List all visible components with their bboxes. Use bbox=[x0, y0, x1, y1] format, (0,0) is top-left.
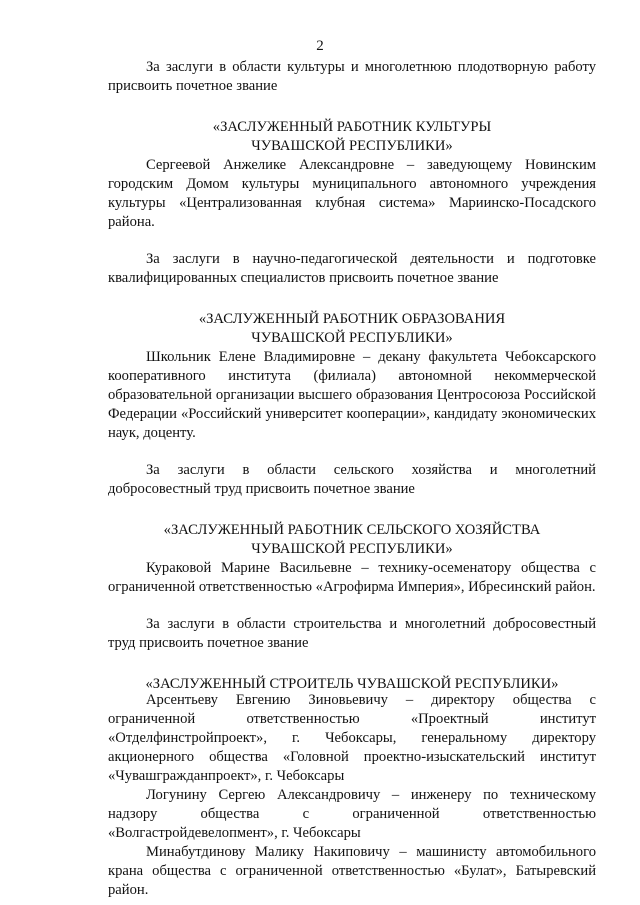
award-section-agriculture bbox=[108, 461, 596, 597]
awardee-entry: Логунину Сергею Александровичу – инженеру по техническому надзору общества с ограниченной ответственностью «Волгастройдевелопмент», г. Чебоксары bbox=[108, 787, 596, 841]
section-intro: За заслуги в области культуры и многолетнюю плодотворную работу присвоить почетное звание bbox=[108, 59, 596, 94]
award-title-line2: ЧУВАШСКОЙ РЕСПУБЛИКИ» bbox=[251, 138, 453, 154]
award-title-line1: «ЗАСЛУЖЕННЫЙ РАБОТНИК КУЛЬТУРЫ bbox=[212, 119, 492, 135]
document-body bbox=[108, 58, 596, 900]
section-intro: За заслуги в области сельского хозяйства и многолетний добросовестный труд присвоить почетное звание bbox=[108, 462, 596, 497]
award-title-line1: «ЗАСЛУЖЕННЫЙ РАБОТНИК СЕЛЬСКОГО ХОЗЯЙСТВА bbox=[163, 522, 541, 538]
award-title-line1: «ЗАСЛУЖЕННЫЙ РАБОТНИК ОБРАЗОВАНИЯ bbox=[198, 311, 506, 327]
awardee-entry: Минабутдинову Малику Накиповичу – машинисту автомобильного крана общества с ограниченной ответственностью «Булат», Батыревский район. bbox=[108, 844, 596, 898]
award-section-education bbox=[108, 250, 596, 443]
award-title bbox=[108, 310, 596, 348]
award-title bbox=[108, 521, 596, 559]
section-intro: За заслуги в области строительства и многолетний добросовестный труд присвоить почетное звание bbox=[108, 616, 596, 651]
page-number: 2 bbox=[316, 38, 324, 54]
award-title-line2: ЧУВАШСКОЙ РЕСПУБЛИКИ» bbox=[251, 330, 453, 346]
awardee-entry: Арсентьеву Евгению Зиновьевичу – директору общества с ограниченной ответственностью «Проектный институт «Отделфинстройпроект», г. Чебоксары, генеральному директору акционерного общества «Головной проектно-изыскательский институт «Чувашгражданпроект», г. Чебоксары bbox=[108, 692, 596, 784]
section-intro: За заслуги в научно-педагогической деятельности и подготовке квалифицированных специалистов присвоить почетное звание bbox=[108, 251, 596, 286]
award-section-culture bbox=[108, 58, 596, 232]
award-title-line2: ЧУВАШСКОЙ РЕСПУБЛИКИ» bbox=[251, 541, 453, 557]
award-title bbox=[108, 118, 596, 156]
award-title-line1: «ЗАСЛУЖЕННЫЙ СТРОИТЕЛЬ ЧУВАШСКОЙ РЕСПУБЛИКИ» bbox=[145, 676, 559, 692]
awardee-entry: Кураковой Марине Васильевне – технику-осеменатору общества с ограниченной ответственностью «Агрофирма Империя», Ибресинский район. bbox=[108, 560, 596, 595]
awardee-entry: Сергеевой Анжелике Александровне – заведующему Новинским городским Домом культуры муниципального автономного учреждения культуры «Централизованная клубная система» Мариинско-Посадского района. bbox=[108, 157, 596, 230]
award-section-construction bbox=[108, 615, 596, 900]
awardee-entry: Школьник Елене Владимировне – декану факультета Чебоксарского кооперативного института (филиала) автономной некоммерческой образовательной организации высшего образования Центросоюза Российской Федерации «Российский университет кооперации», кандидату экономических наук, доценту. bbox=[108, 349, 596, 441]
